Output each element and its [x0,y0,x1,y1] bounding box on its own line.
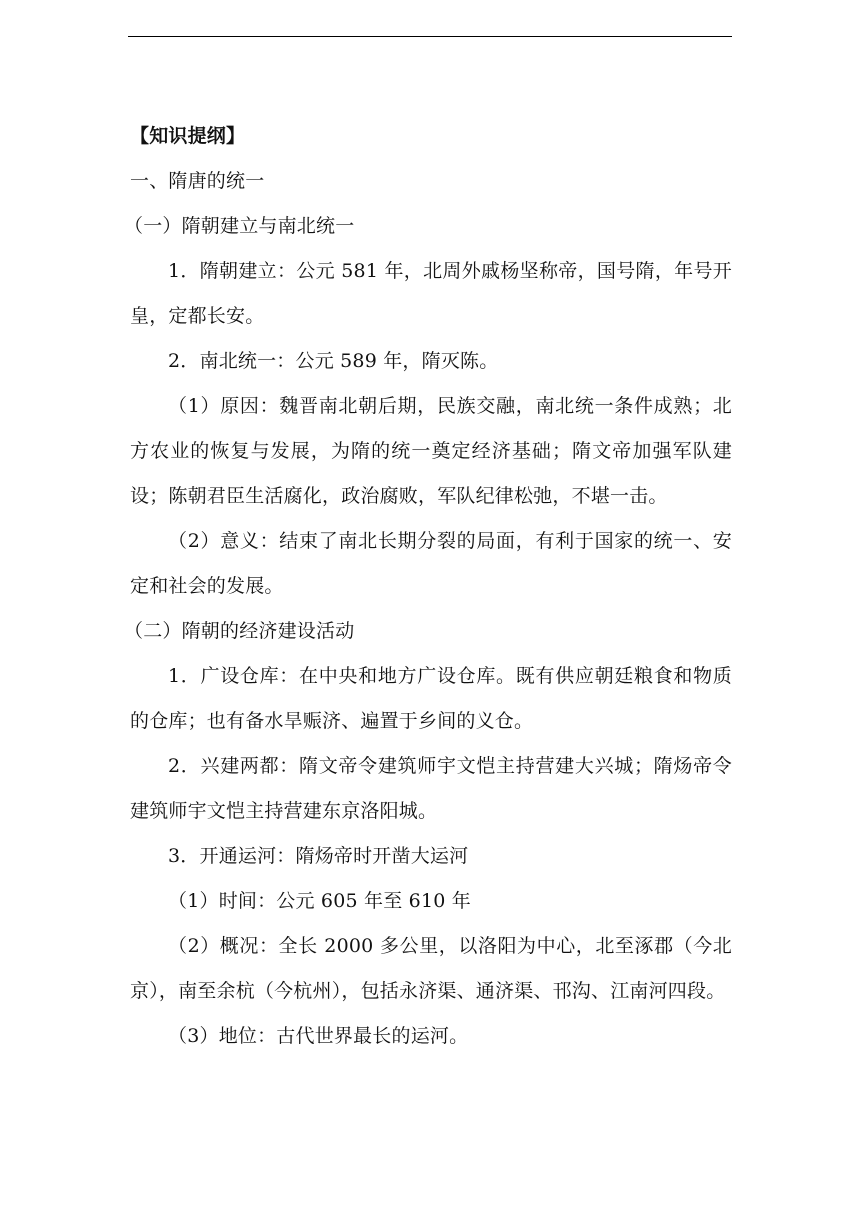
paragraph: 2．兴建两都：隋文帝令建筑师宇文恺主持营建大兴城；隋炀帝令建筑师宇文恺主持营建东京洛阳城。 [130,755,732,822]
paragraph: （1）时间：公元 605 年至 610 年 [168,890,471,912]
paragraph: （3）地位：古代世界最长的运河。 [168,1025,469,1047]
document-body [124,114,732,1059]
paragraph: 1．广设仓库：在中央和地方广设仓库。既有供应朝廷粮食和物质的仓库；也有备水旱赈济、遍置于乡间的义仓。 [130,665,732,732]
knowledge-outline-heading: 【知识提纲】 [130,125,246,147]
paragraph: 3．开通运河：隋炀帝时开凿大运河 [168,845,469,867]
header-rule [128,36,732,37]
paragraph: （2）意义：结束了南北长期分裂的局面，有利于国家的统一、安定和社会的发展。 [130,530,732,597]
subsection-title: （一）隋朝建立与南北统一 [124,215,355,237]
paragraph: （1）原因：魏晋南北朝后期，民族交融，南北统一条件成熟；北方农业的恢复与发展，为隋的统一奠定经济基础；隋文帝加强军队建设；陈朝君臣生活腐化，政治腐败，军队纪律松弛，不堪一击。 [130,395,732,507]
paragraph: 1．隋朝建立：公元 581 年，北周外戚杨坚称帝，国号隋，年号开皇，定都长安。 [130,260,732,327]
paragraph: 2．南北统一：公元 589 年，隋灭陈。 [168,350,499,372]
section-title: 一、隋唐的统一 [130,170,265,192]
paragraph: （2）概况：全长 2000 多公里，以洛阳为中心，北至涿郡（今北京），南至余杭（今杭州），包括永济渠、通济渠、邗沟、江南河四段。 [130,935,732,1002]
subsection-title: （二）隋朝的经济建设活动 [124,620,355,642]
